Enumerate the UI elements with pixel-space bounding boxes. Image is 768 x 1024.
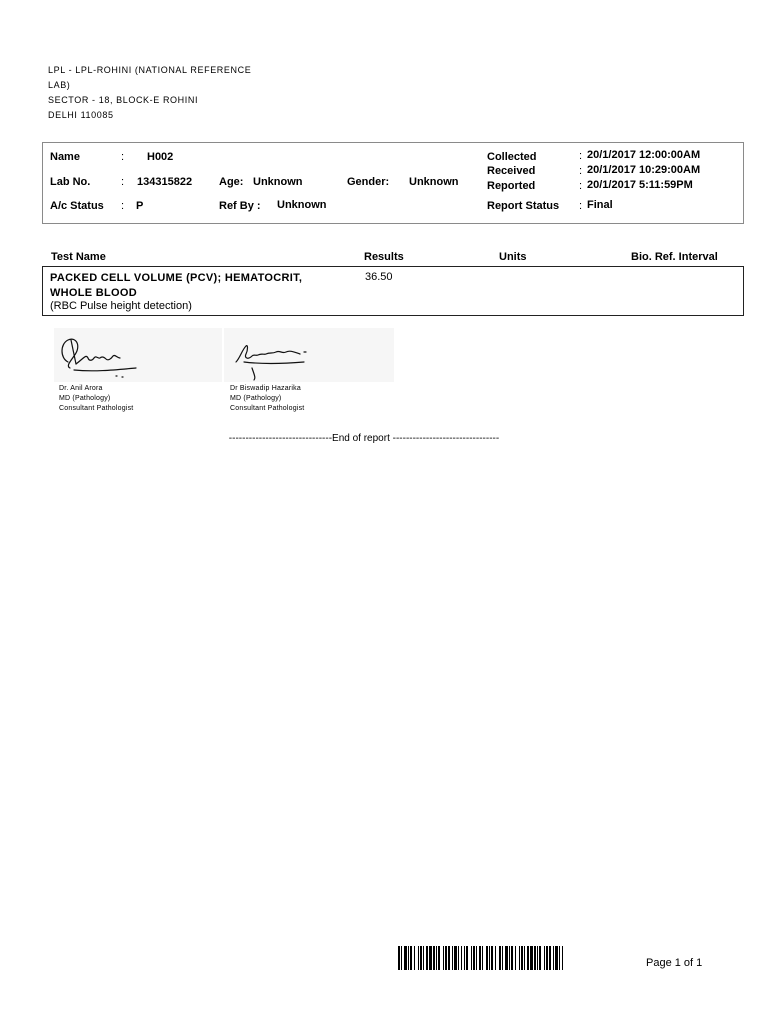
reported-value: 20/1/2017 5:11:59PM bbox=[587, 179, 693, 191]
lab-city-line: DELHI 110085 bbox=[48, 110, 114, 120]
report-status-label: Report Status bbox=[487, 200, 560, 212]
end-of-report: -------------------------------End of report -------------------------------- bbox=[228, 433, 500, 444]
test-name bbox=[50, 271, 302, 301]
name-colon: : bbox=[121, 151, 125, 163]
doctor-2-name: Dr Biswadip Hazarika bbox=[230, 385, 301, 392]
signature-anil-arora-icon bbox=[54, 328, 222, 382]
doctor-2-title: Consultant Pathologist bbox=[230, 405, 305, 412]
page-number: Page 1 of 1 bbox=[646, 957, 703, 969]
doctor-1-info bbox=[59, 384, 133, 414]
test-method: (RBC Pulse height detection) bbox=[50, 300, 192, 312]
doctor-1-name: Dr. Anil Arora bbox=[59, 385, 103, 392]
ac-status-colon: : bbox=[121, 200, 125, 212]
signature-biswadip-hazarika-icon bbox=[224, 328, 394, 382]
age-label: Age: bbox=[219, 176, 244, 188]
refby-label: Ref By : bbox=[219, 200, 261, 212]
report-status-value: Final bbox=[587, 199, 613, 211]
name-label: Name bbox=[50, 151, 80, 163]
ac-status-value: P bbox=[136, 200, 144, 212]
gender-label: Gender: bbox=[347, 176, 390, 188]
reported-colon: : bbox=[579, 180, 583, 192]
refby-value: Unknown bbox=[277, 199, 327, 211]
doctor-1-degree: MD (Pathology) bbox=[59, 395, 111, 402]
header-units: Units bbox=[499, 251, 527, 263]
labno-value: 134315822 bbox=[137, 176, 193, 188]
received-label: Received bbox=[487, 165, 536, 177]
doctor-2-info bbox=[230, 384, 304, 414]
lab-name-line1: LPL - LPL-ROHINI (NATIONAL REFERENCE bbox=[48, 65, 252, 75]
labno-colon: : bbox=[121, 176, 125, 188]
signature-area-1 bbox=[54, 328, 222, 382]
labno-label: Lab No. bbox=[50, 176, 91, 188]
test-name-line2: WHOLE BLOOD bbox=[50, 287, 138, 299]
lab-address bbox=[48, 63, 251, 123]
age-value: Unknown bbox=[253, 176, 303, 188]
report-status-colon: : bbox=[579, 200, 583, 212]
collected-colon: : bbox=[579, 150, 583, 162]
lab-name-line2: LAB) bbox=[48, 80, 71, 90]
received-colon: : bbox=[579, 165, 583, 177]
header-test-name: Test Name bbox=[51, 251, 106, 263]
doctor-1-title: Consultant Pathologist bbox=[59, 405, 134, 412]
test-result-value: 36.50 bbox=[365, 271, 393, 283]
lab-address-line: SECTOR - 18, BLOCK-E ROHINI bbox=[48, 95, 199, 105]
test-name-line1: PACKED CELL VOLUME (PCV); HEMATOCRIT, bbox=[50, 272, 303, 284]
gender-value: Unknown bbox=[409, 176, 459, 188]
barcode-icon bbox=[398, 946, 564, 970]
doctor-2-degree: MD (Pathology) bbox=[230, 395, 282, 402]
ac-status-label: A/c Status bbox=[50, 200, 104, 212]
header-bio-ref-interval: Bio. Ref. Interval bbox=[631, 251, 718, 263]
patient-name-value: H002 bbox=[147, 151, 174, 163]
collected-value: 20/1/2017 12:00:00AM bbox=[587, 149, 701, 161]
signature-area-2 bbox=[224, 328, 394, 382]
reported-label: Reported bbox=[487, 180, 536, 192]
collected-label: Collected bbox=[487, 151, 537, 163]
header-results: Results bbox=[364, 251, 404, 263]
received-value: 20/1/2017 10:29:00AM bbox=[587, 164, 701, 176]
